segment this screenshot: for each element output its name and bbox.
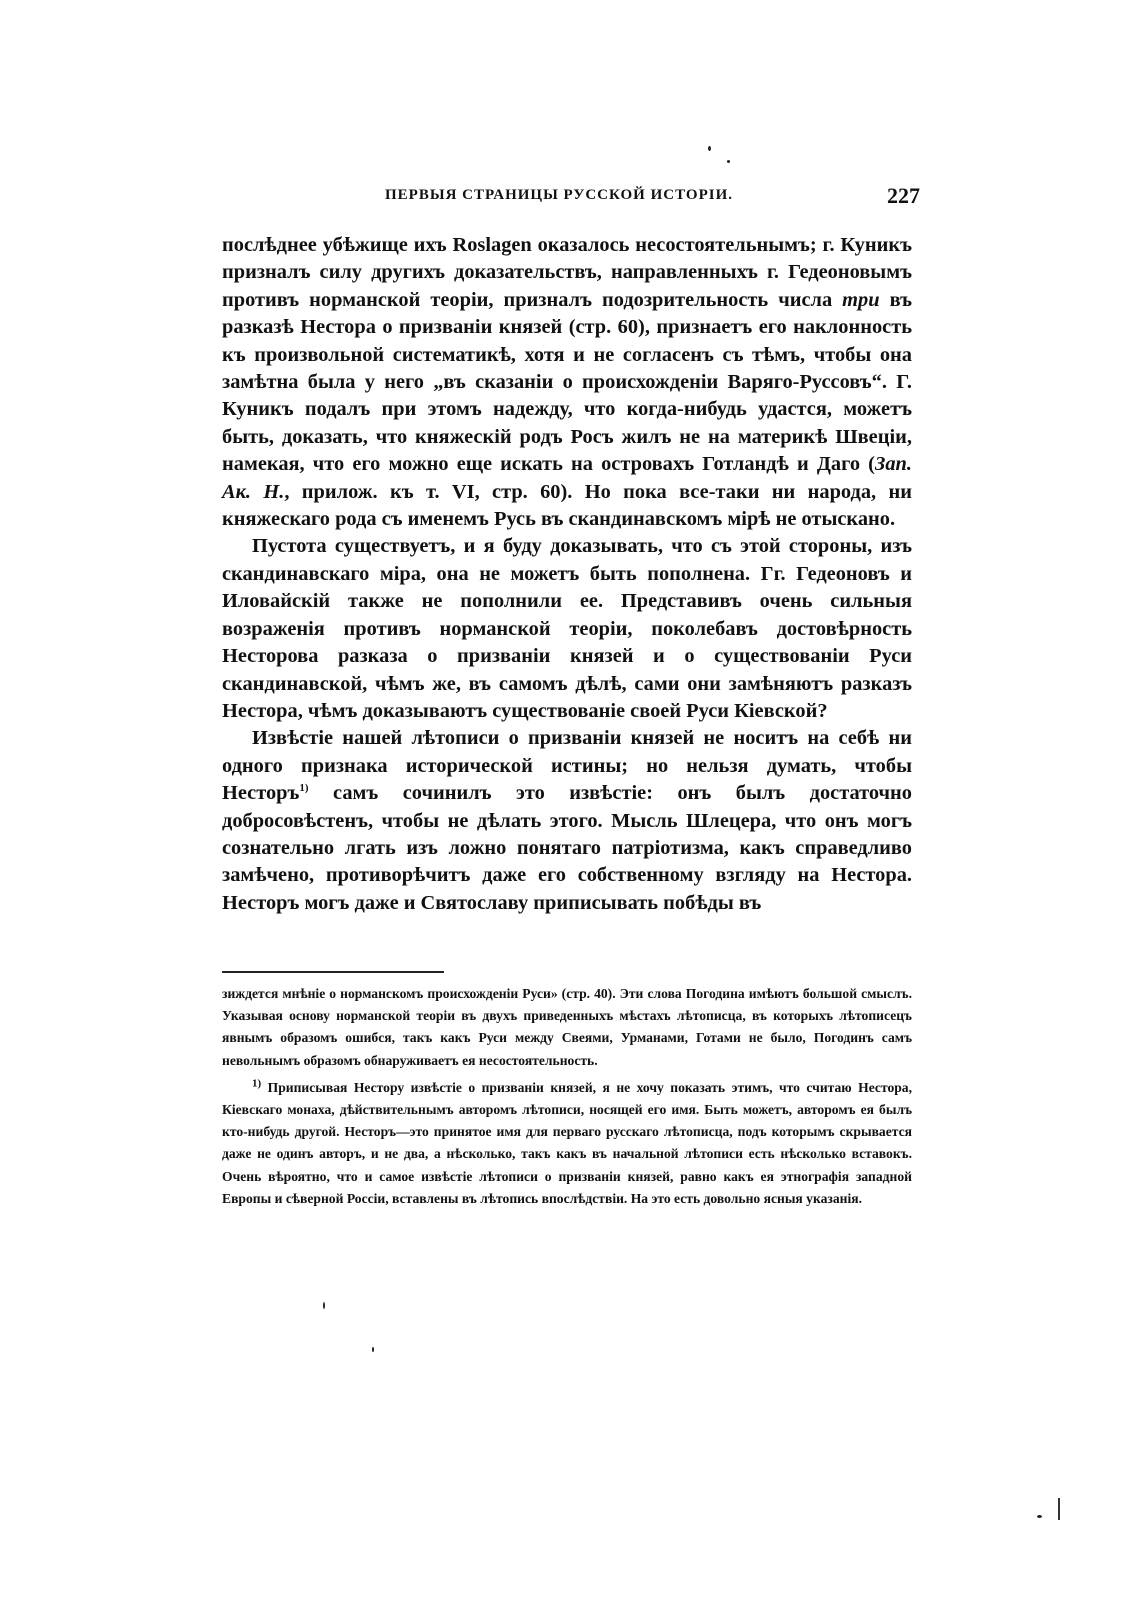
scan-speck <box>727 160 730 163</box>
italic-citation: Зап. Ак. Н. <box>222 453 912 503</box>
footnote-reference: 1) <box>299 782 309 795</box>
scan-speck <box>708 146 711 151</box>
running-head <box>340 183 920 213</box>
paragraph-3: Извѣстіе нашей лѣтописи о призваніи князей не носитъ на себѣ ни одного признака исторической истины; но нельзя думать, чтобы Несторъ$^{1)}$ самъ сочинилъ это извѣстіе: онъ былъ достаточно добросовѣстенъ, чтобы не дѣлать этого. Мысль Шлецера, что онъ могъ сознательно лгать изъ ложно понятаго патріотизма, какъ справедливо замѣчено, противорѣчитъ даже его собственному взгляду на Нестора. Несторъ могъ даже и Святославу приписывать побѣды въ <box>222 727 912 914</box>
italic-word: три <box>842 288 880 311</box>
scan-speck <box>1037 1515 1042 1518</box>
footnote-continued: зиждется мнѣніе о норманскомъ происхожденіи Руси» (стр. 40). Эти слова Погодина имѣютъ большой смыслъ. Указывая основу норманской теоріи въ двухъ приведенныхъ мѣстахъ лѣтописца, въ которыхъ лѣтописецъ явнымъ образомъ ошибся, такъ какъ Руси между Свеями, Урманами, Готами не было, Погодинъ самъ невольнымъ образомъ обнаруживаетъ ея несостоятельность. <box>222 986 912 1068</box>
paragraph-2: Пустота существуетъ, и я буду доказывать, что съ этой стороны, изъ скандинавскаго міра, она не можетъ быть пополнена. Гг. Гедеоновъ и Иловайскій также не пополнили ее. Представивъ очень сильныя возраженія противъ норманской теоріи, поколебавъ достовѣрность Несторова разказа о призваніи князей и о существованіи Руси скандинавской, чѣмъ же, въ самомъ дѣлѣ, сами они замѣняютъ разказъ Нестора, чѣмъ доказываютъ существованіе своей Руси Кіевской? <box>222 535 912 722</box>
footnote-number: 1) <box>252 1077 262 1090</box>
scan-speck <box>323 1302 325 1309</box>
footnote-1: $^{1)}$ Приписывая Нестору извѣстіе о призваніи князей, я не хочу показать этимъ, что считаю Нестора, Кіевскаго монаха, дѣйствительнымъ авторомъ лѣтописи, носящей его имя. Быть можетъ, авторомъ ея былъ кто-нибудь другой. Несторъ—это принятое имя для перваго русскаго лѣтописца, подъ которымъ скрывается даже не одинъ авторъ, и не два, а нѣсколько, такъ какъ въ начальной лѣтописи есть нѣсколько вставокъ. Очень вѣроятно, что и самое извѣстіе лѣтописи о призваніи князей, равно какъ ея этнографія западной Европы и сѣверной Россіи, вставлены въ лѣтопись впослѣдствіи. На это есть довольно ясныя указанія. <box>222 1077 912 1206</box>
running-title: ПЕРВЫЯ СТРАНИЦЫ РУССКОЙ ИСТОРІИ. <box>385 187 733 203</box>
scan-edge-mark <box>1058 1498 1060 1520</box>
footnote-divider <box>222 971 444 973</box>
main-text <box>222 232 912 917</box>
page-number: 227 <box>887 183 920 208</box>
paragraph-1: послѣднее убѣжище ихъ Roslagen оказалось несостоятельнымъ; г. Куникъ призналъ силу другихъ доказательствъ, направленныхъ г. Гедеоновымъ противъ норманской теоріи, призналъ подозрительность числа три въ разказѣ Нестора о призваніи князей (стр. 60), признаетъ его наклонность къ произвольной систематикѣ, хотя и не согласенъ съ тѣмъ, чтобы она замѣтна была у него „въ сказаніи о происхожденіи Варяго-Руссовъ“. Г. Куникъ подалъ при этомъ надежду, что когда-нибудь удастся, можетъ быть, доказать, что княжескій родъ Росъ жилъ не на материкѣ Швеціи, намекая, что его можно еще искать на островахъ Готландѣ и Даго (Зап. Ак. Н., прилож. къ т. VI, стр. 60). Но пока все-таки ни народа, ни княжескаго рода съ именемъ Русь въ скандинавскомъ мірѣ не отыскано. <box>222 234 912 531</box>
scan-speck <box>372 1347 374 1352</box>
footnotes <box>222 983 912 1210</box>
